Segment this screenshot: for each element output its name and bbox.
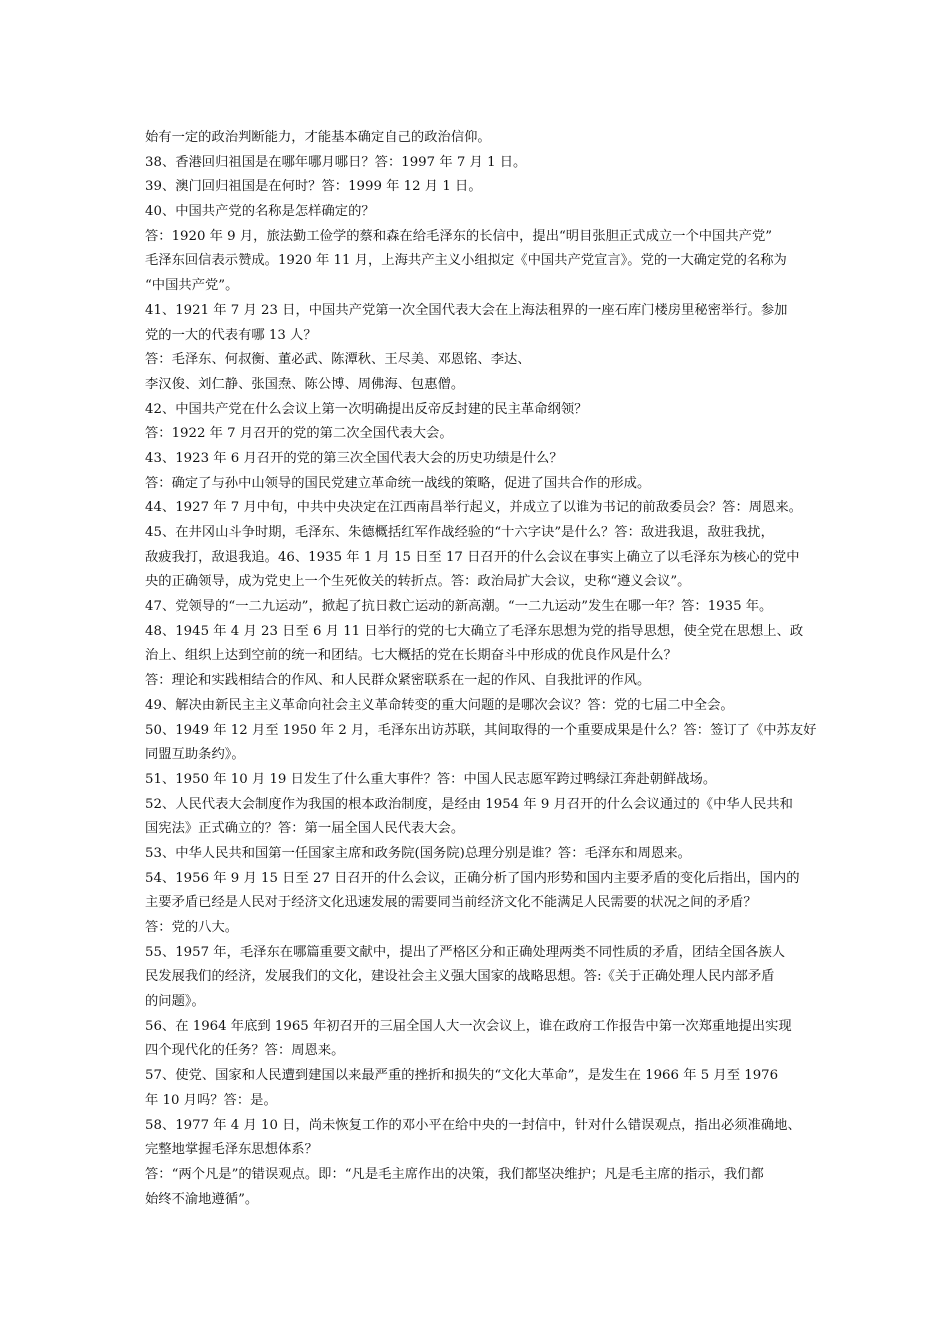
text-line: 敌疲我打，敌退我追。46、1935 年 1 月 15 日至 17 日召开的什么会议在事实上确立了以毛泽东为核心的党中 bbox=[145, 549, 800, 565]
text-line: 52、人民代表大会制度作为我国的根本政治制度，是经由 1954 年 9 月召开的什么会议通过的《中华人民共和 bbox=[145, 796, 793, 812]
text-line: 国宪法》正式确立的？答：第一届全国人民代表大会。 bbox=[145, 821, 465, 837]
text-line: 56、在 1964 年底到 1965 年初召开的三届全国人大一次会议上，谁在政府工作报告中第一次郑重地提出实现 bbox=[145, 1018, 792, 1034]
text-line: 42、中国共产党在什么会议上第一次明确提出反帝反封建的民主革命纲领？ bbox=[145, 401, 588, 417]
text-line: 45、在井冈山斗争时期，毛泽东、朱德概括红军作战经验的“十六字诀”是什么？答：敌进我退，敌驻我扰， bbox=[145, 525, 774, 540]
text-line: 完整地掌握毛泽东思想体系？ bbox=[145, 1142, 318, 1158]
text-line: 51、1950 年 10 月 19 日发生了什么重大事件？答：中国人民志愿军跨过鸭绿江奔赴朝鲜战场。 bbox=[145, 771, 717, 787]
document-body bbox=[145, 126, 825, 1212]
text-line: 毛泽东回信表示赞成。1920 年 11 月，上海共产主义小组拟定《中国共产党宣言》。党的一大确定党的名称为 bbox=[145, 253, 787, 269]
text-line: 主要矛盾已经是人民对于经济文化迅速发展的需要同当前经济文化不能满足人民需要的状况之间的矛盾？ bbox=[145, 895, 757, 911]
text-line: 党的一大的代表有哪 13 人？ bbox=[145, 327, 317, 343]
text-line: 57、使党、国家和人民遭到建国以来最严重的挫折和损失的“文化大革命”，是发生在 1966 年 5 月至 1976 bbox=[145, 1068, 779, 1084]
text-line: 41、1921 年 7 月 23 日，中国共产党第一次全国代表大会在上海法租界的一座石库门楼房里秘密举行。参加 bbox=[145, 302, 788, 318]
text-line: “中国共产党”。 bbox=[145, 278, 239, 294]
text-line: 答：毛泽东、何叔衡、董必武、陈潭秋、王尽美、邓恩铭、李达、 bbox=[145, 352, 531, 368]
text-line: 同盟互助条约》。 bbox=[145, 747, 245, 763]
text-line: 50、1949 年 12 月至 1950 年 2 月，毛泽东出访苏联，其间取得的一个重要成果是什么？答：签订了《中苏友好 bbox=[145, 722, 817, 738]
text-line: 民发展我们的经济，发展我们的文化，建设社会主义强大国家的战略思想。答:《关于正确处理人民内部矛盾 bbox=[145, 969, 775, 985]
text-line: 43、1923 年 6 月召开的党的第三次全国代表大会的历史功绩是什么？ bbox=[145, 450, 563, 466]
text-line: 40、中国共产党的名称是怎样确定的？ bbox=[145, 204, 375, 220]
text-line: 39、澳门回归祖国是在何时？答：1999 年 12 月 1 日。 bbox=[145, 179, 482, 195]
text-line: 李汉俊、刘仁静、张国焘、陈公博、周佛海、包惠僧。 bbox=[145, 376, 465, 392]
text-line: 年 10 月吗？答：是。 bbox=[145, 1092, 277, 1108]
text-line: 治上、组织上达到空前的统一和团结。七大概括的党在长期奋斗中形成的优良作风是什么？ bbox=[145, 648, 677, 664]
text-line: 48、1945 年 4 月 23 日至 6 月 11 日举行的党的七大确立了毛泽东思想为党的指导思想，使全党在思想上、政 bbox=[145, 623, 804, 639]
text-line: 53、中华人民共和国第一任国家主席和政务院(国务院)总理分别是谁？答：毛泽东和周恩来。 bbox=[145, 845, 691, 861]
text-line: 四个现代化的任务？答：周恩来。 bbox=[145, 1043, 345, 1059]
text-line: 58、1977 年 4 月 10 日，尚未恢复工作的邓小平在给中央的一封信中，针对什么错误观点，指出必须准确地、 bbox=[145, 1117, 801, 1133]
text-line: 始有一定的政治判断能力，才能基本确定自己的政治信仰。 bbox=[145, 130, 491, 145]
text-line: 答：确定了与孙中山领导的国民党建立革命统一战线的策略，促进了国共合作的形成。 bbox=[145, 475, 651, 491]
text-line: 54、1956 年 9 月 15 日至 27 日召开的什么会议，正确分析了国内形势和国内主要矛盾的变化后指出，国内的 bbox=[145, 870, 800, 886]
text-line: 38、香港回归祖国是在哪年哪月哪日？答：1997 年 7 月 1 日。 bbox=[145, 154, 527, 170]
text-line: 答：“两个凡是”的错误观点。即：“凡是毛主席作出的决策，我们都坚决维护；凡是毛主席的指示，我们都 bbox=[145, 1166, 764, 1182]
text-line: 始终不渝地遵循”。 bbox=[145, 1191, 259, 1207]
text-line: 央的正确领导，成为党史上一个生死攸关的转折点。答：政治局扩大会议，史称“遵义会议”。 bbox=[145, 574, 691, 590]
text-line: 答：1920 年 9 月，旅法勤工俭学的蔡和森在给毛泽东的长信中，提出“明目张胆正式成立一个中国共产党” bbox=[145, 228, 773, 244]
text-line: 答：理论和实践相结合的作风、和人民群众紧密联系在一起的作风、自我批评的作风。 bbox=[145, 673, 651, 689]
text-line: 44、1927 年 7 月中旬，中共中央决定在江西南昌举行起义，并成立了以谁为书记的前敌委员会？答：周恩来。 bbox=[145, 500, 802, 516]
text-line: 的问题》。 bbox=[145, 994, 205, 1010]
text-line: 47、党领导的“一二九运动”，掀起了抗日救亡运动的新高潮。“一二九运动”发生在哪一年？答：1935 年。 bbox=[145, 599, 773, 615]
text-line: 49、解决由新民主主义革命向社会主义革命转变的重大问题的是哪次会议？答：党的七届二中全会。 bbox=[145, 697, 734, 713]
text-line: 答：1922 年 7 月召开的党的第二次全国代表大会。 bbox=[145, 426, 453, 442]
text-line: 答：党的八大。 bbox=[145, 920, 239, 935]
text-line: 55、1957 年，毛泽东在哪篇重要文献中，提出了严格区分和正确处理两类不同性质的矛盾，团结全国各族人 bbox=[145, 944, 786, 960]
